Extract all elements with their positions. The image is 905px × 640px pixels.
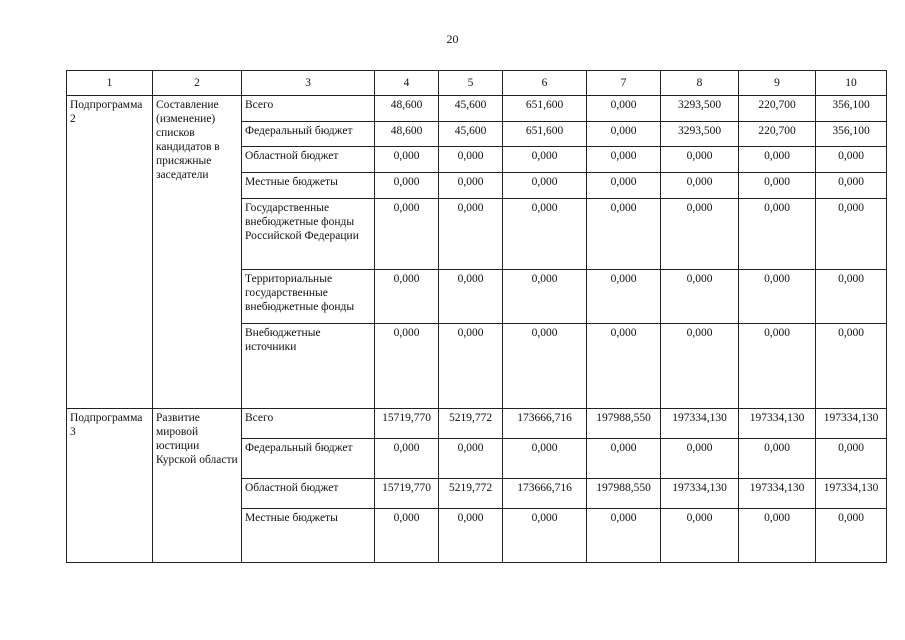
value-cell: 0,000 [739,439,816,479]
funding-source: Всего [242,96,375,122]
value-cell: 0,000 [661,509,739,563]
value-cell: 0,000 [503,147,587,173]
value-cell: 0,000 [739,509,816,563]
program-label: Подпрограмма 3 [67,409,153,563]
funding-source: Федеральный бюджет [242,122,375,147]
value-cell: 0,000 [739,324,816,409]
value-cell: 197334,130 [739,409,816,439]
value-cell: 0,000 [661,324,739,409]
value-cell: 45,600 [439,122,503,147]
program-description: Развитие мировой юстиции Курской области [153,409,242,563]
value-cell: 0,000 [439,173,503,199]
value-cell: 0,000 [816,324,887,409]
value-cell: 0,000 [816,147,887,173]
value-cell: 0,000 [816,509,887,563]
value-cell: 0,000 [661,147,739,173]
value-cell: 0,000 [661,173,739,199]
value-cell: 651,600 [503,96,587,122]
col-header-2: 2 [153,71,242,96]
funding-source: Местные бюджеты [242,509,375,563]
value-cell: 0,000 [503,439,587,479]
value-cell: 0,000 [503,270,587,324]
value-cell: 0,000 [661,199,739,270]
value-cell: 197988,550 [587,479,661,509]
table-row [67,409,887,439]
value-cell: 173666,716 [503,409,587,439]
value-cell: 0,000 [587,324,661,409]
value-cell: 197334,130 [816,479,887,509]
value-cell: 15719,770 [375,479,439,509]
value-cell: 3293,500 [661,122,739,147]
col-header-6: 6 [503,71,587,96]
value-cell: 0,000 [816,173,887,199]
value-cell: 0,000 [503,509,587,563]
value-cell: 651,600 [503,122,587,147]
value-cell: 0,000 [439,147,503,173]
value-cell: 0,000 [439,324,503,409]
header-row [67,71,887,96]
value-cell: 5219,772 [439,409,503,439]
value-cell: 48,600 [375,122,439,147]
value-cell: 48,600 [375,96,439,122]
value-cell: 0,000 [375,199,439,270]
col-header-10: 10 [816,71,887,96]
value-cell: 0,000 [661,270,739,324]
value-cell: 0,000 [375,324,439,409]
value-cell: 0,000 [439,509,503,563]
funding-source: Государственные внебюджетные фонды Российской Федерации [242,199,375,270]
value-cell: 0,000 [375,270,439,324]
value-cell: 0,000 [816,270,887,324]
value-cell: 0,000 [503,173,587,199]
table-body [67,96,887,563]
value-cell: 0,000 [739,147,816,173]
value-cell: 0,000 [587,509,661,563]
value-cell: 220,700 [739,96,816,122]
budget-table [66,70,887,563]
value-cell: 0,000 [816,199,887,270]
col-header-7: 7 [587,71,661,96]
col-header-9: 9 [739,71,816,96]
value-cell: 220,700 [739,122,816,147]
value-cell: 197334,130 [661,409,739,439]
funding-source: Местные бюджеты [242,173,375,199]
value-cell: 45,600 [439,96,503,122]
value-cell: 356,100 [816,122,887,147]
value-cell: 3293,500 [661,96,739,122]
funding-source: Областной бюджет [242,479,375,509]
value-cell: 5219,772 [439,479,503,509]
table-row [67,96,887,122]
value-cell: 197334,130 [739,479,816,509]
value-cell: 0,000 [816,439,887,479]
program-label: Подпрограмма 2 [67,96,153,409]
value-cell: 0,000 [587,173,661,199]
value-cell: 197334,130 [816,409,887,439]
value-cell: 173666,716 [503,479,587,509]
funding-source: Федеральный бюджет [242,439,375,479]
value-cell: 0,000 [375,173,439,199]
program-description: Составление (изменение) списков кандидатов в присяжные заседатели [153,96,242,409]
value-cell: 0,000 [661,439,739,479]
value-cell: 0,000 [439,199,503,270]
value-cell: 0,000 [587,439,661,479]
col-header-3: 3 [242,71,375,96]
value-cell: 0,000 [587,122,661,147]
funding-source: Территориальные государственные внебюджетные фонды [242,270,375,324]
value-cell: 0,000 [739,270,816,324]
value-cell: 0,000 [503,199,587,270]
col-header-4: 4 [375,71,439,96]
value-cell: 0,000 [739,173,816,199]
value-cell: 0,000 [587,147,661,173]
col-header-5: 5 [439,71,503,96]
value-cell: 0,000 [587,96,661,122]
page-number: 20 [446,32,459,46]
value-cell: 0,000 [587,199,661,270]
col-header-8: 8 [661,71,739,96]
value-cell: 15719,770 [375,409,439,439]
value-cell: 0,000 [739,199,816,270]
value-cell: 0,000 [587,270,661,324]
value-cell: 197988,550 [587,409,661,439]
funding-source: Всего [242,409,375,439]
value-cell: 0,000 [503,324,587,409]
value-cell: 197334,130 [661,479,739,509]
value-cell: 0,000 [375,147,439,173]
value-cell: 0,000 [375,439,439,479]
value-cell: 0,000 [375,509,439,563]
value-cell: 356,100 [816,96,887,122]
funding-source: Внебюджетные источники [242,324,375,409]
funding-source: Областной бюджет [242,147,375,173]
value-cell: 0,000 [439,439,503,479]
col-header-1: 1 [67,71,153,96]
value-cell: 0,000 [439,270,503,324]
